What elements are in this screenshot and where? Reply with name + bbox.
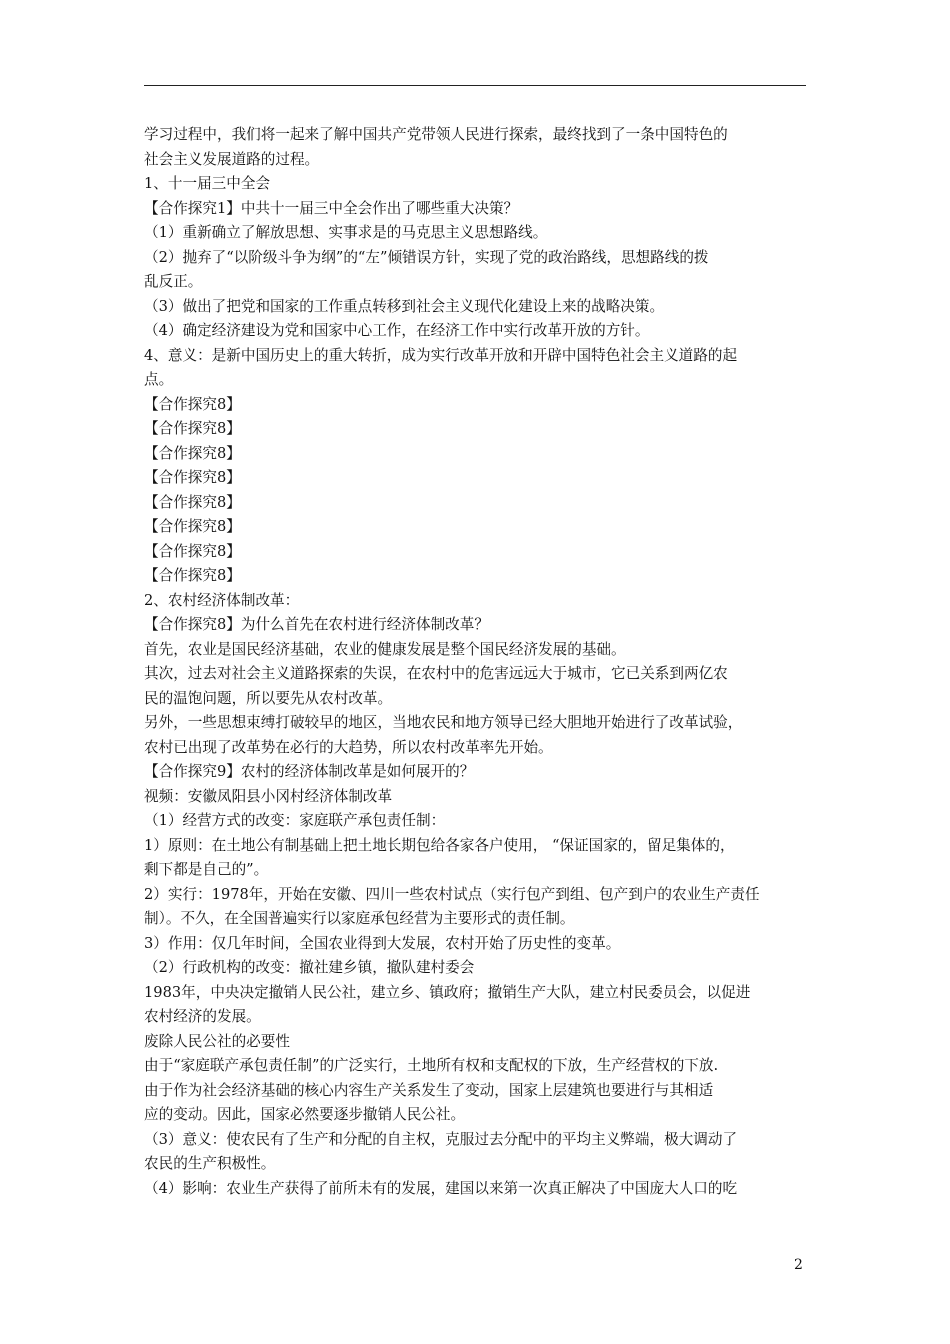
text-line: 废除人民公社的必要性 [144, 1032, 290, 1050]
text-line: 【合作探究8】 [144, 395, 241, 413]
text-line: 【合作探究8】 [144, 420, 241, 437]
text-line: 农村已出现了改革势在必行的大趋势，所以农村改革率先开始。 [144, 738, 553, 756]
text-line: （2）抛弃了“以阶级斗争为纲”的“左”倾错误方针，实现了党的政治路线，思想路线的拨 [144, 248, 709, 266]
text-line: 【合作探究8】 [144, 542, 241, 560]
text-line: 【合作探究8】 [144, 469, 241, 486]
text-line: （4）确定经济建设为党和国家中心工作，在经济工作中实行改革开放的方针。 [144, 322, 650, 339]
section-heading: 2、农村经济体制改革： [144, 591, 300, 609]
text-line: 民的温饱问题，所以要先从农村改革。 [144, 689, 393, 707]
page-number: 2 [794, 1257, 803, 1273]
text-line: 应的变动。因此，国家必然要逐步撤销人民公社。 [144, 1106, 466, 1123]
text-line: 另外，一些思想束缚打破较早的地区，当地农民和地方领导已经大胆地开始进行了改革试验， [144, 714, 743, 731]
text-line: 农村经济的发展。 [144, 1008, 261, 1025]
text-line: 点。 [144, 371, 174, 388]
text-line: 学习过程中，我们将一起来了解中国共产党带领人民进行探索，最终找到了一条中国特色的 [144, 126, 728, 143]
text-line: （1）重新确立了解放思想、实事求是的马克思主义思想路线。 [144, 224, 548, 241]
text-line: 首先，农业是国民经济基础，农业的健康发展是整个国民经济发展的基础。 [144, 640, 626, 658]
document-body [144, 123, 810, 1201]
text-line: 【合作探究9】农村的经济体制改革是如何展开的？ [144, 763, 475, 780]
text-line: 【合作探究1】中共十一届三中全会作出了哪些重大决策？ [144, 199, 519, 217]
text-line: 其次，过去对社会主义道路探索的失误，在农村中的危害远远大于城市，它已关系到两亿农 [144, 665, 728, 682]
text-line: 【合作探究8】 [144, 518, 241, 535]
text-line: 【合作探究8】 [144, 444, 241, 462]
text-line: 2）实行：1978年，开始在安徽、四川一些农村试点（实行包产到组、包产到户的农业生产责任 [144, 885, 760, 903]
text-line: 3）作用：仅几年时间，全国农业得到大发展，农村开始了历史性的变革。 [144, 934, 621, 952]
text-line: （3）意义：使农民有了生产和分配的自主权，克服过去分配中的平均主义弊端，极大调动了 [144, 1130, 738, 1148]
text-line: 视频：安徽凤阳县小冈村经济体制改革 [144, 787, 393, 805]
header-rule [144, 85, 806, 86]
text-line: 【合作探究8】 [144, 493, 241, 511]
text-line: 剩下都是自己的”。 [144, 861, 269, 878]
text-line: 由于作为社会经济基础的核心内容生产关系发生了变动，国家上层建筑也要进行与其相适 [144, 1081, 714, 1099]
text-line: 4、意义：是新中国历史上的重大转折，成为实行改革开放和开辟中国特色社会主义道路的起 [144, 346, 738, 364]
section-heading: 1、十一届三中全会 [144, 175, 271, 192]
text-line: （4）影响：农业生产获得了前所未有的发展，建国以来第一次真正解决了中国庞大人口的吃 [144, 1179, 738, 1197]
text-line: （2）行政机构的改变：撤社建乡镇，撤队建村委会 [144, 959, 475, 976]
text-line: 1983年，中央决定撤销人民公社，建立乡、镇政府；撤销生产大队，建立村民委员会，以促进 [144, 983, 751, 1001]
text-line: （3）做出了把党和国家的工作重点转移到社会主义现代化建设上来的战略决策。 [144, 297, 665, 315]
text-line: 【合作探究8】为什么首先在农村进行经济体制改革？ [144, 616, 489, 633]
text-line: 由于“家庭联产承包责任制”的广泛实行，土地所有权和支配权的下放，生产经营权的下放. [144, 1057, 719, 1074]
text-line: 【合作探究8】 [144, 567, 241, 584]
text-line: 农民的生产积极性。 [144, 1155, 276, 1172]
text-line: （1）经营方式的改变：家庭联产承包责任制： [144, 812, 446, 829]
text-line: 1）原则：在土地公有制基础上把土地长期包给各家各户使用， “保证国家的，留足集体的， [144, 836, 735, 854]
text-line: 制）。不久，在全国普遍实行以家庭承包经营为主要形式的责任制。 [144, 910, 575, 927]
text-line: 社会主义发展道路的过程。 [144, 150, 320, 168]
text-line: 乱反正。 [144, 273, 203, 290]
